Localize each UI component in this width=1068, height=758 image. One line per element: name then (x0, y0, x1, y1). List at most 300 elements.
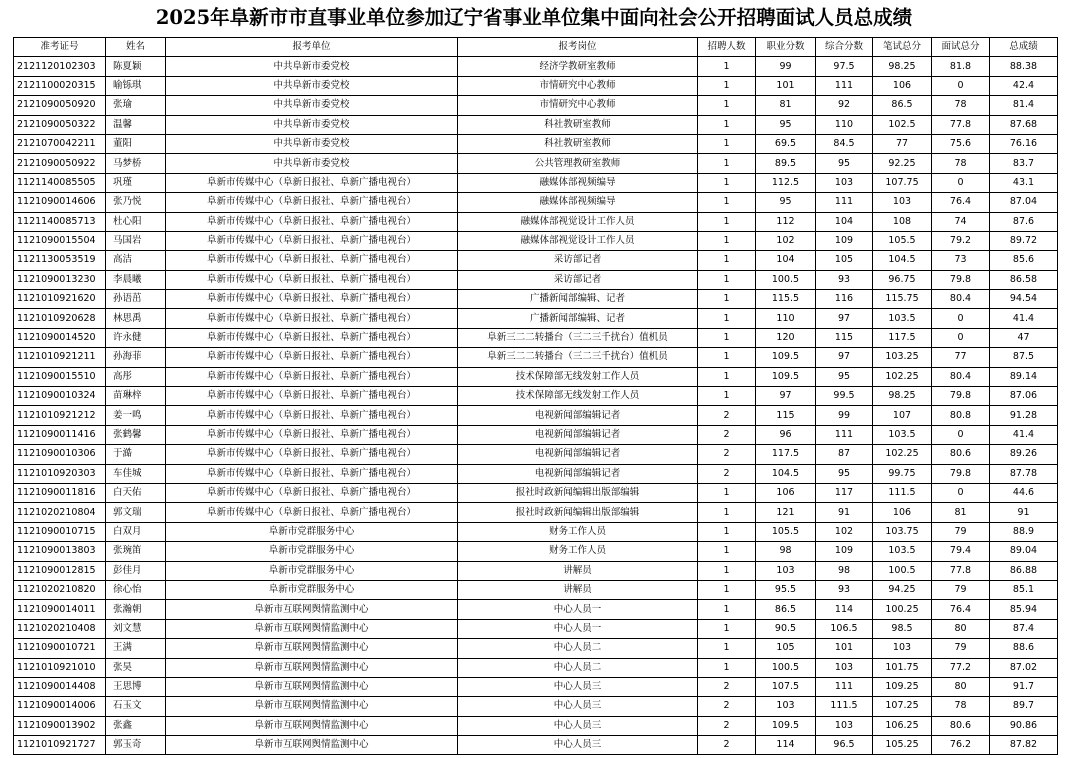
name-cell: 王思博 (106, 677, 166, 696)
exam-id-cell: 1121010920628 (14, 309, 106, 328)
comprehensive-score-cell: 111 (816, 677, 873, 696)
table-row (14, 154, 1058, 173)
final-score-cell: 89.14 (990, 367, 1058, 386)
unit-cell: 中共阜新市委党校 (166, 57, 458, 76)
table-row (14, 367, 1058, 386)
written-total-cell: 101.75 (873, 658, 932, 677)
unit-cell: 阜新市传媒中心（阜新日报社、阜新广播电视台） (166, 309, 458, 328)
final-score-cell: 47 (990, 328, 1058, 347)
unit-cell: 阜新市传媒中心（阜新日报社、阜新广播电视台） (166, 445, 458, 464)
header-final-score: 总成绩 (990, 38, 1058, 57)
unit-cell: 阜新市传媒中心（阜新日报社、阜新广播电视台） (166, 193, 458, 212)
written-total-cell: 103 (873, 193, 932, 212)
name-cell: 张乃悦 (106, 193, 166, 212)
unit-cell: 中共阜新市委党校 (166, 96, 458, 115)
comprehensive-score-cell: 105 (816, 251, 873, 270)
vocational-score-cell: 109.5 (756, 348, 816, 367)
interview-total-cell: 81.8 (932, 57, 990, 76)
unit-cell: 阜新市传媒中心（阜新日报社、阜新广播电视台） (166, 348, 458, 367)
unit-cell: 中共阜新市委党校 (166, 134, 458, 153)
table-row (14, 716, 1058, 735)
header-recruit-count: 招聘人数 (698, 38, 756, 57)
exam-id-cell: 1121010921212 (14, 406, 106, 425)
interview-total-cell: 0 (932, 425, 990, 444)
exam-id-cell: 1121140085505 (14, 173, 106, 192)
recruit-count-cell: 1 (698, 290, 756, 309)
vocational-score-cell: 95.5 (756, 580, 816, 599)
interview-total-cell: 74 (932, 212, 990, 231)
header-comprehensive-score: 综合分数 (816, 38, 873, 57)
name-cell: 王满 (106, 639, 166, 658)
interview-total-cell: 79 (932, 522, 990, 541)
position-cell: 电视新闻部编辑记者 (458, 406, 698, 425)
recruit-count-cell: 1 (698, 251, 756, 270)
comprehensive-score-cell: 111 (816, 193, 873, 212)
unit-cell: 阜新市互联网舆情监测中心 (166, 677, 458, 696)
comprehensive-score-cell: 95 (816, 154, 873, 173)
recruit-count-cell: 1 (698, 561, 756, 580)
table-row (14, 115, 1058, 134)
vocational-score-cell: 96 (756, 425, 816, 444)
exam-id-cell: 1121090014520 (14, 328, 106, 347)
name-cell: 张昊 (106, 658, 166, 677)
header-interview-total: 面试总分 (932, 38, 990, 57)
written-total-cell: 117.5 (873, 328, 932, 347)
recruit-count-cell: 2 (698, 736, 756, 755)
recruit-count-cell: 1 (698, 483, 756, 502)
written-total-cell: 98.25 (873, 57, 932, 76)
interview-total-cell: 78 (932, 96, 990, 115)
table-row (14, 580, 1058, 599)
vocational-score-cell: 100.5 (756, 270, 816, 289)
name-cell: 马国岩 (106, 231, 166, 250)
comprehensive-score-cell: 109 (816, 231, 873, 250)
written-total-cell: 102.25 (873, 445, 932, 464)
vocational-score-cell: 105 (756, 639, 816, 658)
exam-id-cell: 1121010921727 (14, 736, 106, 755)
recruit-count-cell: 1 (698, 57, 756, 76)
recruit-count-cell: 1 (698, 348, 756, 367)
recruit-count-cell: 1 (698, 542, 756, 561)
exam-id-cell: 1121090010721 (14, 639, 106, 658)
vocational-score-cell: 112 (756, 212, 816, 231)
table-header-row (14, 38, 1058, 57)
vocational-score-cell: 105.5 (756, 522, 816, 541)
recruit-count-cell: 1 (698, 639, 756, 658)
recruit-count-cell: 2 (698, 716, 756, 735)
written-total-cell: 115.75 (873, 290, 932, 309)
written-total-cell: 106 (873, 503, 932, 522)
vocational-score-cell: 98 (756, 542, 816, 561)
unit-cell: 阜新市互联网舆情监测中心 (166, 639, 458, 658)
name-cell: 孙海菲 (106, 348, 166, 367)
comprehensive-score-cell: 97 (816, 309, 873, 328)
recruit-count-cell: 1 (698, 134, 756, 153)
interview-total-cell: 80 (932, 677, 990, 696)
table-row (14, 134, 1058, 153)
recruit-count-cell: 2 (698, 697, 756, 716)
position-cell: 财务工作人员 (458, 522, 698, 541)
final-score-cell: 85.1 (990, 580, 1058, 599)
table-row (14, 697, 1058, 716)
vocational-score-cell: 89.5 (756, 154, 816, 173)
table-row (14, 445, 1058, 464)
unit-cell: 阜新市传媒中心（阜新日报社、阜新广播电视台） (166, 406, 458, 425)
vocational-score-cell: 86.5 (756, 600, 816, 619)
final-score-cell: 88.6 (990, 639, 1058, 658)
name-cell: 张琬笛 (106, 542, 166, 561)
written-total-cell: 86.5 (873, 96, 932, 115)
written-total-cell: 108 (873, 212, 932, 231)
exam-id-cell: 1121090015510 (14, 367, 106, 386)
header-exam-id: 准考证号 (14, 38, 106, 57)
final-score-cell: 89.26 (990, 445, 1058, 464)
vocational-score-cell: 99 (756, 57, 816, 76)
vocational-score-cell: 101 (756, 76, 816, 95)
interview-total-cell: 80.4 (932, 367, 990, 386)
written-total-cell: 103.5 (873, 309, 932, 328)
interview-total-cell: 0 (932, 309, 990, 328)
recruit-count-cell: 1 (698, 619, 756, 638)
unit-cell: 阜新市传媒中心（阜新日报社、阜新广播电视台） (166, 290, 458, 309)
vocational-score-cell: 109.5 (756, 367, 816, 386)
position-cell: 公共管理教研室教师 (458, 154, 698, 173)
vocational-score-cell: 97 (756, 387, 816, 406)
comprehensive-score-cell: 111 (816, 425, 873, 444)
unit-cell: 阜新市传媒中心（阜新日报社、阜新广播电视台） (166, 251, 458, 270)
vocational-score-cell: 115 (756, 406, 816, 425)
unit-cell: 阜新市互联网舆情监测中心 (166, 600, 458, 619)
comprehensive-score-cell: 114 (816, 600, 873, 619)
comprehensive-score-cell: 95 (816, 464, 873, 483)
written-total-cell: 102.5 (873, 115, 932, 134)
final-score-cell: 41.4 (990, 425, 1058, 444)
vocational-score-cell: 104 (756, 251, 816, 270)
final-score-cell: 85.6 (990, 251, 1058, 270)
comprehensive-score-cell: 99.5 (816, 387, 873, 406)
comprehensive-score-cell: 91 (816, 503, 873, 522)
interview-total-cell: 76.2 (932, 736, 990, 755)
table-row (14, 406, 1058, 425)
position-cell: 中心人员三 (458, 716, 698, 735)
recruit-count-cell: 1 (698, 270, 756, 289)
comprehensive-score-cell: 102 (816, 522, 873, 541)
name-cell: 白双月 (106, 522, 166, 541)
position-cell: 市情研究中心教师 (458, 96, 698, 115)
page-title: 2025年阜新市市直事业单位参加辽宁省事业单位集中面向社会公开招聘面试人员总成绩 (155, 6, 913, 29)
interview-total-cell: 79.8 (932, 387, 990, 406)
written-total-cell: 107 (873, 406, 932, 425)
comprehensive-score-cell: 87 (816, 445, 873, 464)
recruit-count-cell: 1 (698, 193, 756, 212)
written-total-cell: 77 (873, 134, 932, 153)
table-row (14, 561, 1058, 580)
name-cell: 车佳城 (106, 464, 166, 483)
header-position: 报考岗位 (458, 38, 698, 57)
unit-cell: 阜新市党群服务中心 (166, 542, 458, 561)
exam-id-cell: 1121090011416 (14, 425, 106, 444)
exam-id-cell: 1121090014011 (14, 600, 106, 619)
interview-total-cell: 0 (932, 328, 990, 347)
vocational-score-cell: 90.5 (756, 619, 816, 638)
vocational-score-cell: 112.5 (756, 173, 816, 192)
final-score-cell: 91 (990, 503, 1058, 522)
exam-id-cell: 1121090015504 (14, 231, 106, 250)
name-cell: 张瑜 (106, 96, 166, 115)
exam-id-cell: 1121090010324 (14, 387, 106, 406)
position-cell: 广播新闻部编辑、记者 (458, 309, 698, 328)
recruit-count-cell: 1 (698, 328, 756, 347)
exam-id-cell: 2121070042211 (14, 134, 106, 153)
comprehensive-score-cell: 103 (816, 173, 873, 192)
exam-id-cell: 1121010921620 (14, 290, 106, 309)
interview-total-cell: 77.2 (932, 658, 990, 677)
position-cell: 阜新三二二转播台（三二三千扰台）值机员 (458, 328, 698, 347)
name-cell: 苗琳梓 (106, 387, 166, 406)
table-row (14, 425, 1058, 444)
recruit-count-cell: 1 (698, 212, 756, 231)
position-cell: 中心人员一 (458, 619, 698, 638)
interview-total-cell: 79.8 (932, 464, 990, 483)
written-total-cell: 103.75 (873, 522, 932, 541)
position-cell: 中心人员三 (458, 736, 698, 755)
recruit-count-cell: 2 (698, 677, 756, 696)
unit-cell: 阜新市传媒中心（阜新日报社、阜新广播电视台） (166, 173, 458, 192)
written-total-cell: 105.25 (873, 736, 932, 755)
recruit-count-cell: 2 (698, 445, 756, 464)
position-cell: 中心人员二 (458, 658, 698, 677)
final-score-cell: 43.1 (990, 173, 1058, 192)
vocational-score-cell: 103 (756, 561, 816, 580)
interview-total-cell: 77.8 (932, 115, 990, 134)
recruit-count-cell: 1 (698, 231, 756, 250)
final-score-cell: 89.72 (990, 231, 1058, 250)
vocational-score-cell: 103 (756, 697, 816, 716)
interview-total-cell: 80 (932, 619, 990, 638)
interview-total-cell: 78 (932, 697, 990, 716)
interview-total-cell: 79.2 (932, 231, 990, 250)
unit-cell: 阜新市传媒中心（阜新日报社、阜新广播电视台） (166, 464, 458, 483)
position-cell: 电视新闻部编辑记者 (458, 445, 698, 464)
unit-cell: 中共阜新市委党校 (166, 115, 458, 134)
name-cell: 董阳 (106, 134, 166, 153)
comprehensive-score-cell: 93 (816, 270, 873, 289)
recruit-count-cell: 1 (698, 173, 756, 192)
final-score-cell: 81.4 (990, 96, 1058, 115)
score-table (13, 37, 1058, 755)
final-score-cell: 94.54 (990, 290, 1058, 309)
name-cell: 张鹤馨 (106, 425, 166, 444)
unit-cell: 阜新市互联网舆情监测中心 (166, 736, 458, 755)
vocational-score-cell: 81 (756, 96, 816, 115)
name-cell: 陈夏颖 (106, 57, 166, 76)
table-row (14, 290, 1058, 309)
final-score-cell: 85.94 (990, 600, 1058, 619)
table-row (14, 348, 1058, 367)
written-total-cell: 94.25 (873, 580, 932, 599)
interview-total-cell: 77.8 (932, 561, 990, 580)
vocational-score-cell: 104.5 (756, 464, 816, 483)
name-cell: 张鑫 (106, 716, 166, 735)
position-cell: 报社时政新闻编辑出版部编辑 (458, 483, 698, 502)
vocational-score-cell: 114 (756, 736, 816, 755)
exam-id-cell: 2121090050322 (14, 115, 106, 134)
written-total-cell: 103 (873, 639, 932, 658)
written-total-cell: 107.75 (873, 173, 932, 192)
exam-id-cell: 1121130053519 (14, 251, 106, 270)
vocational-score-cell: 100.5 (756, 658, 816, 677)
unit-cell: 阜新市传媒中心（阜新日报社、阜新广播电视台） (166, 387, 458, 406)
final-score-cell: 87.02 (990, 658, 1058, 677)
table-row (14, 57, 1058, 76)
unit-cell: 阜新市传媒中心（阜新日报社、阜新广播电视台） (166, 328, 458, 347)
exam-id-cell: 1121020210408 (14, 619, 106, 638)
written-total-cell: 103.5 (873, 425, 932, 444)
final-score-cell: 86.88 (990, 561, 1058, 580)
final-score-cell: 88.9 (990, 522, 1058, 541)
final-score-cell: 88.38 (990, 57, 1058, 76)
written-total-cell: 100.5 (873, 561, 932, 580)
table-row (14, 76, 1058, 95)
comprehensive-score-cell: 104 (816, 212, 873, 231)
recruit-count-cell: 2 (698, 406, 756, 425)
table-row (14, 483, 1058, 502)
position-cell: 阜新三二二转播台（三二三千扰台）值机员 (458, 348, 698, 367)
unit-cell: 阜新市互联网舆情监测中心 (166, 697, 458, 716)
table-row (14, 212, 1058, 231)
comprehensive-score-cell: 103 (816, 716, 873, 735)
interview-total-cell: 80.6 (932, 445, 990, 464)
final-score-cell: 41.4 (990, 309, 1058, 328)
name-cell: 李晨曦 (106, 270, 166, 289)
position-cell: 中心人员三 (458, 677, 698, 696)
exam-id-cell: 2121090050920 (14, 96, 106, 115)
unit-cell: 阜新市党群服务中心 (166, 561, 458, 580)
table-row (14, 522, 1058, 541)
written-total-cell: 96.75 (873, 270, 932, 289)
unit-cell: 阜新市传媒中心（阜新日报社、阜新广播电视台） (166, 231, 458, 250)
exam-id-cell: 1121090014006 (14, 697, 106, 716)
final-score-cell: 44.6 (990, 483, 1058, 502)
recruit-count-cell: 2 (698, 425, 756, 444)
written-total-cell: 111.5 (873, 483, 932, 502)
final-score-cell: 87.4 (990, 619, 1058, 638)
final-score-cell: 86.58 (990, 270, 1058, 289)
final-score-cell: 87.82 (990, 736, 1058, 755)
final-score-cell: 42.4 (990, 76, 1058, 95)
interview-total-cell: 79.8 (932, 270, 990, 289)
interview-total-cell: 80.4 (932, 290, 990, 309)
interview-total-cell: 79 (932, 639, 990, 658)
table-row (14, 542, 1058, 561)
vocational-score-cell: 117.5 (756, 445, 816, 464)
recruit-count-cell: 1 (698, 115, 756, 134)
unit-cell: 阜新市传媒中心（阜新日报社、阜新广播电视台） (166, 503, 458, 522)
table-row (14, 464, 1058, 483)
final-score-cell: 90.86 (990, 716, 1058, 735)
name-cell: 彭佳月 (106, 561, 166, 580)
written-total-cell: 98.25 (873, 387, 932, 406)
exam-id-cell: 2121090050922 (14, 154, 106, 173)
written-total-cell: 107.25 (873, 697, 932, 716)
unit-cell: 阜新市传媒中心（阜新日报社、阜新广播电视台） (166, 367, 458, 386)
name-cell: 温馨 (106, 115, 166, 134)
unit-cell: 阜新市互联网舆情监测中心 (166, 658, 458, 677)
name-cell: 巩瑾 (106, 173, 166, 192)
position-cell: 中心人员二 (458, 639, 698, 658)
position-cell: 电视新闻部编辑记者 (458, 425, 698, 444)
position-cell: 财务工作人员 (458, 542, 698, 561)
name-cell: 林思禹 (106, 309, 166, 328)
written-total-cell: 106 (873, 76, 932, 95)
table-row (14, 251, 1058, 270)
position-cell: 电视新闻部编辑记者 (458, 464, 698, 483)
final-score-cell: 87.06 (990, 387, 1058, 406)
comprehensive-score-cell: 116 (816, 290, 873, 309)
exam-id-cell: 1121090014606 (14, 193, 106, 212)
exam-id-cell: 2121120102303 (14, 57, 106, 76)
vocational-score-cell: 110 (756, 309, 816, 328)
exam-id-cell: 2121100020315 (14, 76, 106, 95)
final-score-cell: 87.78 (990, 464, 1058, 483)
comprehensive-score-cell: 93 (816, 580, 873, 599)
position-cell: 广播新闻部编辑、记者 (458, 290, 698, 309)
written-total-cell: 104.5 (873, 251, 932, 270)
name-cell: 高洁 (106, 251, 166, 270)
table-row (14, 231, 1058, 250)
position-cell: 经济学教研室教师 (458, 57, 698, 76)
recruit-count-cell: 1 (698, 387, 756, 406)
final-score-cell: 87.04 (990, 193, 1058, 212)
unit-cell: 中共阜新市委党校 (166, 76, 458, 95)
final-score-cell: 87.5 (990, 348, 1058, 367)
exam-id-cell: 1121090010306 (14, 445, 106, 464)
name-cell: 姜一鸣 (106, 406, 166, 425)
header-name: 姓名 (106, 38, 166, 57)
table-row (14, 270, 1058, 289)
position-cell: 科社教研室教师 (458, 134, 698, 153)
comprehensive-score-cell: 111 (816, 76, 873, 95)
vocational-score-cell: 95 (756, 193, 816, 212)
comprehensive-score-cell: 103 (816, 658, 873, 677)
comprehensive-score-cell: 117 (816, 483, 873, 502)
exam-id-cell: 1121090010715 (14, 522, 106, 541)
recruit-count-cell: 1 (698, 658, 756, 677)
name-cell: 白天佑 (106, 483, 166, 502)
table-row (14, 96, 1058, 115)
vocational-score-cell: 106 (756, 483, 816, 502)
interview-total-cell: 76.4 (932, 600, 990, 619)
position-cell: 科社教研室教师 (458, 115, 698, 134)
exam-id-cell: 1121010920303 (14, 464, 106, 483)
table-row (14, 173, 1058, 192)
final-score-cell: 83.7 (990, 154, 1058, 173)
table-row (14, 639, 1058, 658)
vocational-score-cell: 109.5 (756, 716, 816, 735)
name-cell: 徐心怡 (106, 580, 166, 599)
position-cell: 讲解员 (458, 580, 698, 599)
unit-cell: 阜新市传媒中心（阜新日报社、阜新广播电视台） (166, 425, 458, 444)
position-cell: 中心人员三 (458, 697, 698, 716)
recruit-count-cell: 1 (698, 76, 756, 95)
comprehensive-score-cell: 97 (816, 348, 873, 367)
exam-id-cell: 1121090013230 (14, 270, 106, 289)
name-cell: 刘文慧 (106, 619, 166, 638)
header-unit: 报考单位 (166, 38, 458, 57)
vocational-score-cell: 69.5 (756, 134, 816, 153)
position-cell: 采访部记者 (458, 251, 698, 270)
comprehensive-score-cell: 84.5 (816, 134, 873, 153)
